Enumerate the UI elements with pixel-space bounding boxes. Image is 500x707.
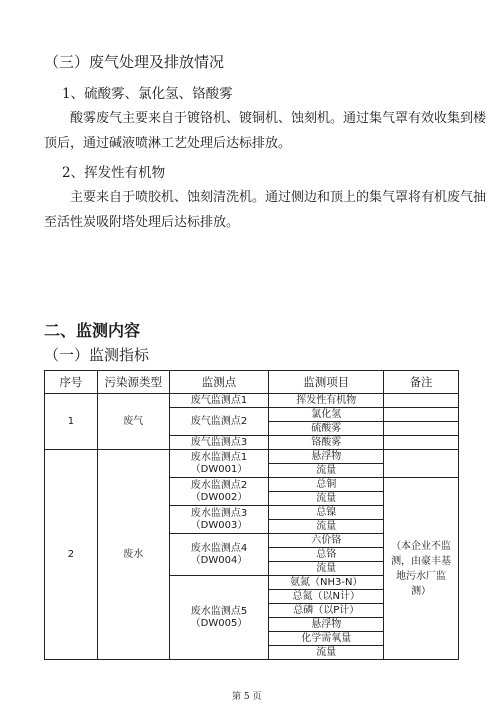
item-cell: 硫酸雾 (269, 422, 384, 436)
header-no: 序号 (45, 371, 98, 394)
item-cell: 化学需氧量 (269, 632, 384, 646)
remark-cell (384, 394, 459, 408)
item1-title: 1、硫酸雾、氯化氢、铬酸雾 (62, 86, 233, 102)
item2-title: 2、挥发性有机物 (62, 165, 166, 181)
item-cell: 总磷（以P计） (269, 604, 384, 618)
point-cell: 废水监测点4（DW004） (169, 534, 269, 576)
item-cell: 总镍 (269, 506, 384, 520)
monitoring-table (44, 370, 459, 660)
point-cell: 废气监测点2 (169, 408, 269, 436)
header-item: 监测项目 (269, 371, 384, 394)
item-cell: 流量 (269, 464, 384, 478)
header-remark: 备注 (384, 371, 459, 394)
item2-text-line2: 至活性炭吸附塔处理后达标排放。 (44, 215, 240, 230)
water-no: 2 (45, 450, 98, 660)
point-cell: 废水监测点3 （DW003） (169, 506, 269, 534)
item2-text-line1: 主要来自于喷胶机、蚀刻清洗机。通过侧边和顶上的集气罩将有机废气抽 (70, 190, 487, 205)
item-cell: 总氮（以N计） (269, 590, 384, 604)
header-type: 污染源类型 (97, 371, 169, 394)
item1-text-line2: 顶后，通过碱液喷淋工艺处理后达标排放。 (44, 136, 292, 151)
item-cell: 流量 (269, 646, 384, 660)
remark-cell (384, 422, 459, 436)
gas-type: 废气 (97, 394, 169, 450)
point-cell: 废水监测点5 （DW005） (169, 576, 269, 660)
monitor-heading: 二、监测内容 (44, 321, 141, 340)
table-row (45, 450, 459, 464)
remark-cell (384, 450, 459, 478)
point-cell: 废水监测点2（DW002） (169, 478, 269, 506)
monitor-subheading: （一）监测指标 (44, 346, 150, 364)
header-point: 监测点 (169, 371, 269, 394)
table-header-row (45, 371, 459, 394)
item-cell: 悬浮物 (269, 450, 384, 464)
table-row (45, 394, 459, 408)
item-cell: 氯化氢 (269, 408, 384, 422)
page-number: 第 5 页 (232, 692, 262, 702)
point-cell: 废气监测点3 (169, 436, 269, 450)
item-cell: 总铬 (269, 548, 384, 562)
item-cell: 总铜 (269, 478, 384, 492)
item-cell: 六价铬 (269, 534, 384, 548)
water-remark: （本企业不监测，由豪丰基地污水厂监测） (384, 478, 459, 660)
point-cell: 废气监测点1 (169, 394, 269, 408)
gas-no: 1 (45, 394, 98, 450)
item-cell: 挥发性有机物 (269, 394, 384, 408)
item1-text-line1: 酸雾废气主要来自于镀铬机、镀铜机、蚀刻机。通过集气罩有效收集到楼 (70, 111, 487, 126)
water-type: 废水 (97, 450, 169, 660)
item-cell: 流量 (269, 492, 384, 506)
item-cell: 流量 (269, 520, 384, 534)
point-cell: 废水监测点1 （DW001） (169, 450, 269, 478)
remark-cell (384, 408, 459, 422)
item-cell: 铬酸雾 (269, 436, 384, 450)
item-cell: 氨氮（NH3-N） (269, 576, 384, 590)
section-title: （三）废气处理及排放情况 (44, 53, 225, 71)
item-cell: 流量 (269, 562, 384, 576)
remark-cell (384, 436, 459, 450)
item-cell: 悬浮物 (269, 618, 384, 632)
